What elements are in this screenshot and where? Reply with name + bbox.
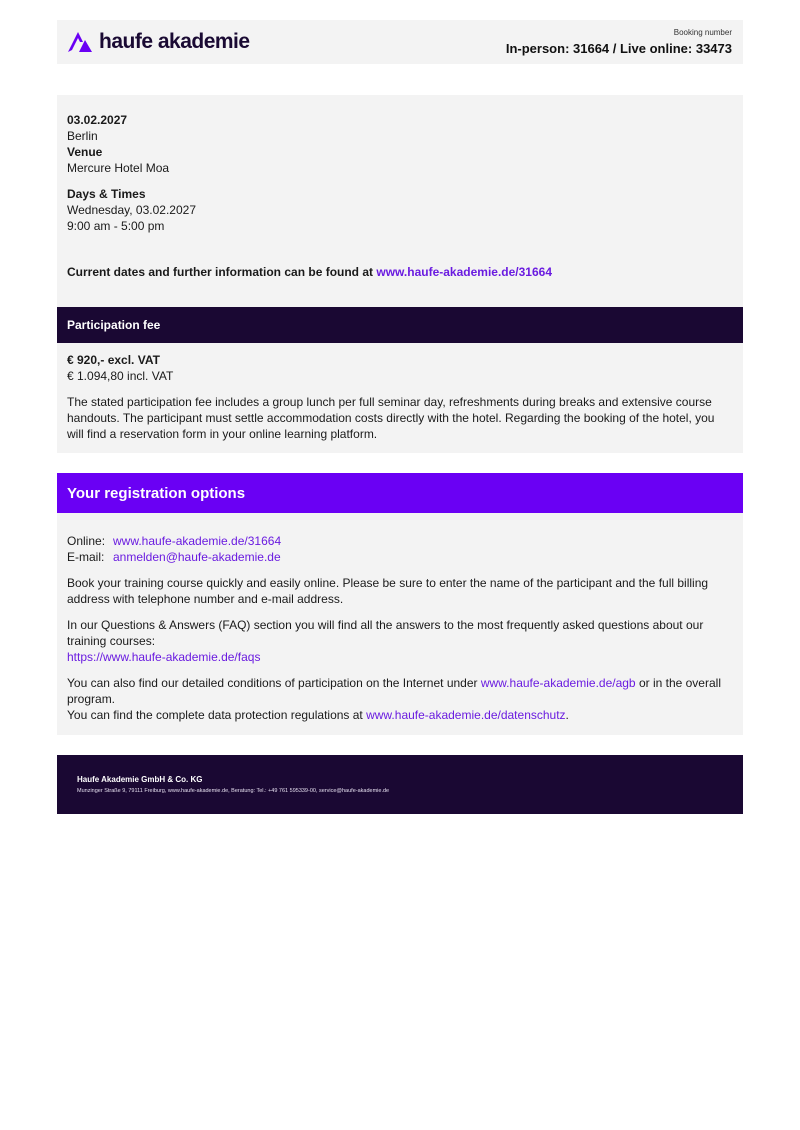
registration-header [57, 473, 743, 513]
event-date: 03.02.2027 [67, 113, 128, 127]
conditions-suffix: or in the overall program. [67, 676, 721, 706]
venue-label: Venue [67, 145, 103, 159]
privacy-paragraph [67, 707, 733, 723]
footer-address: Munzinger Straße 9, 79111 Freiburg, www.haufe-akademie.de, Beratung: Tel.: +49 761 595339-00, service@haufe-akademie.de [77, 788, 390, 794]
haufe-logo-icon [67, 30, 93, 54]
faq-link[interactable]: https://www.haufe-akademie.de/faqs [67, 650, 261, 664]
days-times-label: Days & Times [67, 187, 146, 201]
fee-incl-vat: € 1.094,80 incl. VAT [67, 369, 174, 383]
online-row [67, 533, 733, 549]
email-row [67, 549, 733, 565]
further-info-text: Current dates and further information can be found at [67, 265, 377, 279]
email-label: E-mail: [67, 550, 105, 564]
footer [57, 755, 743, 814]
event-info-section [57, 95, 743, 307]
booking-label: Booking number [673, 28, 732, 37]
booking-value: In-person: 31664 / Live online: 33473 [505, 41, 732, 56]
registration-heading: Your registration options [67, 485, 246, 502]
participation-fee-heading: Participation fee [67, 318, 161, 332]
event-time: 9:00 am - 5:00 pm [67, 219, 165, 233]
participation-fee-section [57, 343, 743, 453]
email-link[interactable]: anmelden@haufe-akademie.de [113, 550, 281, 564]
online-link[interactable]: www.haufe-akademie.de/31664 [113, 534, 282, 548]
online-label: Online: [67, 534, 106, 548]
book-text: Book your training course quickly and easily online. Please be sure to enter the name of the participant and the full billing address with telephone number and e-mail address. [67, 576, 709, 606]
logo-text: haufe akademie [99, 30, 250, 53]
registration-section [57, 513, 743, 735]
document-page [57, 20, 743, 794]
conditions-link[interactable]: www.haufe-akademie.de/agb [480, 676, 636, 690]
header [57, 20, 743, 64]
privacy-suffix: . [565, 708, 569, 722]
footer-company: Haufe Akademie GmbH & Co. KG [77, 775, 203, 784]
participation-fee-header [57, 307, 743, 343]
further-info [67, 264, 733, 280]
further-info-link[interactable]: www.haufe-akademie.de/31664 [376, 265, 552, 279]
fee-description: The stated participation fee includes a group lunch per full seminar day, refreshments during breaks and extensive course handouts. The participant must settle accommodation costs directly with the hotel. Regarding the booking of the hotel, you will find a reservation form in your online learning platform. [67, 395, 715, 441]
fee-excl-vat: € 920,- excl. VAT [67, 353, 160, 367]
privacy-text: You can find the complete data protection regulations at [67, 708, 367, 722]
faq-text: In our Questions & Answers (FAQ) section you will find all the answers to the most frequently asked questions about our training courses: [67, 618, 704, 648]
event-day: Wednesday, 03.02.2027 [67, 203, 196, 217]
booking-number [506, 28, 732, 56]
venue-name: Mercure Hotel Moa [67, 161, 170, 175]
event-city: Berlin [67, 129, 98, 143]
conditions-paragraph [67, 675, 733, 707]
logo [67, 30, 250, 54]
conditions-text: You can also find our detailed conditions of participation on the Internet under [67, 676, 481, 690]
privacy-link[interactable]: www.haufe-akademie.de/datenschutz [366, 708, 566, 722]
